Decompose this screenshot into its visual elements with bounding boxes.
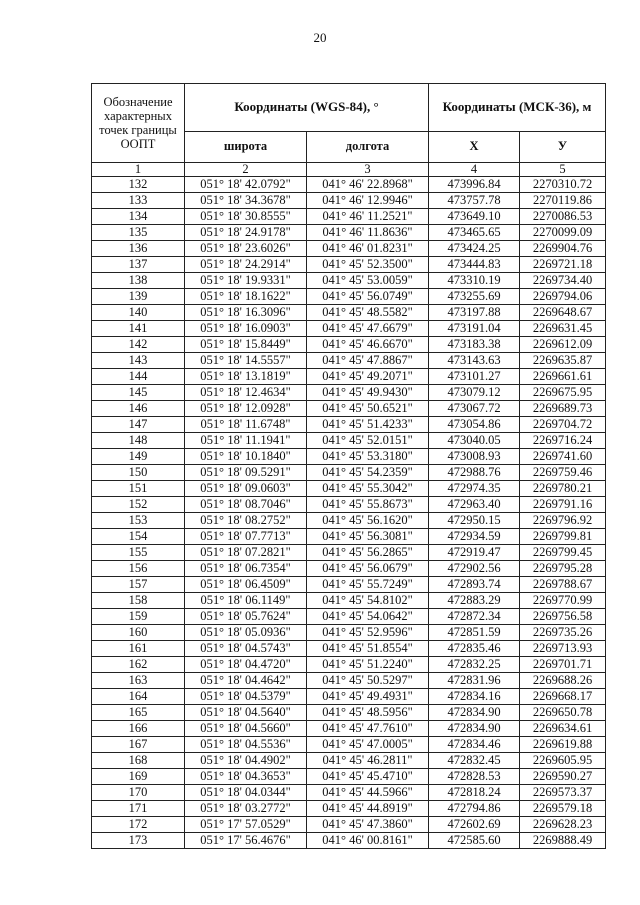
table-row [92,689,606,705]
y-coordinate-cell: 2269573.37 [520,785,606,801]
y-coordinate-cell: 2269716.24 [520,433,606,449]
x-coordinate-cell: 472934.59 [429,529,520,545]
table-row [92,609,606,625]
x-coordinate-cell: 472834.46 [429,737,520,753]
latitude-cell: 051° 18' 23.6026" [185,241,307,257]
column-number: 3 [307,163,429,177]
point-id-cell: 171 [92,801,185,817]
x-coordinate-cell: 472602.69 [429,817,520,833]
header-longitude: долгота [307,131,429,162]
table-row [92,785,606,801]
y-coordinate-cell: 2269713.93 [520,641,606,657]
longitude-cell: 041° 46' 22.8968" [307,177,429,193]
y-coordinate-cell: 2269756.58 [520,609,606,625]
point-id-cell: 162 [92,657,185,673]
y-coordinate-cell: 2269605.95 [520,753,606,769]
point-id-cell: 142 [92,337,185,353]
longitude-cell: 041° 45' 53.0059" [307,273,429,289]
latitude-cell: 051° 18' 04.4642" [185,673,307,689]
point-id-cell: 166 [92,721,185,737]
point-id-cell: 146 [92,401,185,417]
x-coordinate-cell: 472818.24 [429,785,520,801]
point-id-cell: 170 [92,785,185,801]
latitude-cell: 051° 18' 04.0344" [185,785,307,801]
point-id-cell: 161 [92,641,185,657]
latitude-cell: 051° 18' 05.0936" [185,625,307,641]
x-coordinate-cell: 473465.65 [429,225,520,241]
longitude-cell: 041° 46' 11.2521" [307,209,429,225]
x-coordinate-cell: 472963.40 [429,497,520,513]
header-y: У [520,131,606,162]
table-row [92,225,606,241]
latitude-cell: 051° 18' 30.8555" [185,209,307,225]
y-coordinate-cell: 2269612.09 [520,337,606,353]
x-coordinate-cell: 472794.86 [429,801,520,817]
longitude-cell: 041° 45' 53.3180" [307,449,429,465]
y-coordinate-cell: 2269635.87 [520,353,606,369]
latitude-cell: 051° 18' 06.1149" [185,593,307,609]
y-coordinate-cell: 2269704.72 [520,417,606,433]
x-coordinate-cell: 472834.16 [429,689,520,705]
latitude-cell: 051° 18' 11.1941" [185,433,307,449]
latitude-cell: 051° 17' 57.0529" [185,817,307,833]
point-id-cell: 157 [92,577,185,593]
table-row [92,241,606,257]
table-row [92,513,606,529]
longitude-cell: 041° 45' 45.4710" [307,769,429,785]
y-coordinate-cell: 2269590.27 [520,769,606,785]
latitude-cell: 051° 18' 04.5660" [185,721,307,737]
x-coordinate-cell: 473757.78 [429,193,520,209]
table-row [92,481,606,497]
x-coordinate-cell: 472834.90 [429,721,520,737]
y-coordinate-cell: 2269701.71 [520,657,606,673]
header-wgs84-coordinates: Координаты (WGS-84), ° [185,84,429,132]
point-id-cell: 167 [92,737,185,753]
table-row [92,593,606,609]
longitude-cell: 041° 45' 44.5966" [307,785,429,801]
table-row [92,209,606,225]
y-coordinate-cell: 2270099.09 [520,225,606,241]
table-row [92,737,606,753]
latitude-cell: 051° 18' 04.5379" [185,689,307,705]
point-id-cell: 145 [92,385,185,401]
header-msk36-coordinates: Координаты (МСК-36), м [429,84,606,132]
y-coordinate-cell: 2269634.61 [520,721,606,737]
latitude-cell: 051° 18' 09.5291" [185,465,307,481]
y-coordinate-cell: 2269648.67 [520,305,606,321]
latitude-cell: 051° 18' 18.1622" [185,289,307,305]
column-number: 5 [520,163,606,177]
header-x: X [429,131,520,162]
longitude-cell: 041° 45' 56.2865" [307,545,429,561]
latitude-cell: 051° 18' 15.8449" [185,337,307,353]
table-row [92,385,606,401]
x-coordinate-cell: 472919.47 [429,545,520,561]
latitude-cell: 051° 18' 04.5536" [185,737,307,753]
point-id-cell: 151 [92,481,185,497]
longitude-cell: 041° 46' 00.8161" [307,833,429,849]
point-id-cell: 136 [92,241,185,257]
y-coordinate-cell: 2269770.99 [520,593,606,609]
longitude-cell: 041° 45' 46.2811" [307,753,429,769]
x-coordinate-cell: 473649.10 [429,209,520,225]
longitude-cell: 041° 45' 50.6521" [307,401,429,417]
latitude-cell: 051° 18' 11.6748" [185,417,307,433]
table-body [92,177,606,849]
y-coordinate-cell: 2269799.45 [520,545,606,561]
latitude-cell: 051° 18' 08.7046" [185,497,307,513]
x-coordinate-cell: 472902.56 [429,561,520,577]
table-row [92,257,606,273]
point-id-cell: 144 [92,369,185,385]
latitude-cell: 051° 18' 04.5743" [185,641,307,657]
latitude-cell: 051° 18' 04.4720" [185,657,307,673]
x-coordinate-cell: 472585.60 [429,833,520,849]
header-point-designation: Обозначение характерных точек границы ООПТ [92,84,185,163]
point-id-cell: 155 [92,545,185,561]
point-id-cell: 138 [92,273,185,289]
latitude-cell: 051° 18' 07.2821" [185,545,307,561]
y-coordinate-cell: 2270086.53 [520,209,606,225]
latitude-cell: 051° 18' 19.9331" [185,273,307,289]
latitude-cell: 051° 18' 16.3096" [185,305,307,321]
table-row [92,337,606,353]
point-id-cell: 152 [92,497,185,513]
longitude-cell: 041° 45' 47.7610" [307,721,429,737]
longitude-cell: 041° 45' 56.3081" [307,529,429,545]
table-row [92,417,606,433]
point-id-cell: 139 [92,289,185,305]
longitude-cell: 041° 45' 47.3860" [307,817,429,833]
point-id-cell: 165 [92,705,185,721]
x-coordinate-cell: 472988.76 [429,465,520,481]
table-row [92,369,606,385]
longitude-cell: 041° 45' 52.3500" [307,257,429,273]
latitude-cell: 051° 18' 10.1840" [185,449,307,465]
longitude-cell: 041° 45' 51.2240" [307,657,429,673]
longitude-cell: 041° 45' 55.3042" [307,481,429,497]
point-id-cell: 147 [92,417,185,433]
latitude-cell: 051° 18' 07.7713" [185,529,307,545]
coordinates-table [91,83,606,849]
point-id-cell: 168 [92,753,185,769]
y-coordinate-cell: 2269688.26 [520,673,606,689]
point-id-cell: 172 [92,817,185,833]
latitude-cell: 051° 18' 06.7354" [185,561,307,577]
table-row [92,657,606,673]
x-coordinate-cell: 473444.83 [429,257,520,273]
column-number: 1 [92,163,185,177]
y-coordinate-cell: 2269668.17 [520,689,606,705]
point-id-cell: 132 [92,177,185,193]
longitude-cell: 041° 45' 47.6679" [307,321,429,337]
latitude-cell: 051° 18' 13.1819" [185,369,307,385]
point-id-cell: 153 [92,513,185,529]
x-coordinate-cell: 473255.69 [429,289,520,305]
longitude-cell: 041° 46' 12.9946" [307,193,429,209]
longitude-cell: 041° 45' 56.0749" [307,289,429,305]
x-coordinate-cell: 472834.90 [429,705,520,721]
point-id-cell: 173 [92,833,185,849]
page-number: 20 [313,30,327,45]
x-coordinate-cell: 473191.04 [429,321,520,337]
longitude-cell: 041° 45' 51.8554" [307,641,429,657]
point-id-cell: 140 [92,305,185,321]
point-id-cell: 164 [92,689,185,705]
y-coordinate-cell: 2269721.18 [520,257,606,273]
longitude-cell: 041° 45' 56.0679" [307,561,429,577]
longitude-cell: 041° 45' 52.9596" [307,625,429,641]
y-coordinate-cell: 2269799.81 [520,529,606,545]
latitude-cell: 051° 18' 24.2914" [185,257,307,273]
y-coordinate-cell: 2269794.06 [520,289,606,305]
table-row [92,801,606,817]
x-coordinate-cell: 472832.25 [429,657,520,673]
x-coordinate-cell: 472832.45 [429,753,520,769]
y-coordinate-cell: 2269619.88 [520,737,606,753]
table-row [92,305,606,321]
point-id-cell: 163 [92,673,185,689]
point-id-cell: 148 [92,433,185,449]
table-row [92,625,606,641]
x-coordinate-cell: 473424.25 [429,241,520,257]
x-coordinate-cell: 472851.59 [429,625,520,641]
point-id-cell: 137 [92,257,185,273]
column-number: 2 [185,163,307,177]
x-coordinate-cell: 473101.27 [429,369,520,385]
table-row [92,721,606,737]
latitude-cell: 051° 18' 24.9178" [185,225,307,241]
x-coordinate-cell: 473183.38 [429,337,520,353]
point-id-cell: 141 [92,321,185,337]
table-row [92,705,606,721]
table-row [92,545,606,561]
y-coordinate-cell: 2269650.78 [520,705,606,721]
y-coordinate-cell: 2269791.16 [520,497,606,513]
x-coordinate-cell: 472883.29 [429,593,520,609]
latitude-cell: 051° 18' 09.0603" [185,481,307,497]
point-id-cell: 169 [92,769,185,785]
y-coordinate-cell: 2270310.72 [520,177,606,193]
table-row [92,433,606,449]
table-row [92,401,606,417]
table-row [92,769,606,785]
longitude-cell: 041° 45' 54.8102" [307,593,429,609]
table-row [92,641,606,657]
point-id-cell: 160 [92,625,185,641]
x-coordinate-cell: 472831.96 [429,673,520,689]
longitude-cell: 041° 45' 56.1620" [307,513,429,529]
x-coordinate-cell: 473040.05 [429,433,520,449]
table-row [92,753,606,769]
longitude-cell: 041° 45' 47.0005" [307,737,429,753]
longitude-cell: 041° 46' 01.8231" [307,241,429,257]
latitude-cell: 051° 18' 42.0792" [185,177,307,193]
header-latitude: широта [185,131,307,162]
x-coordinate-cell: 472893.74 [429,577,520,593]
y-coordinate-cell: 2269780.21 [520,481,606,497]
longitude-cell: 041° 45' 52.0151" [307,433,429,449]
column-number: 4 [429,163,520,177]
y-coordinate-cell: 2269796.92 [520,513,606,529]
x-coordinate-cell: 473197.88 [429,305,520,321]
longitude-cell: 041° 45' 48.5956" [307,705,429,721]
latitude-cell: 051° 18' 12.0928" [185,401,307,417]
point-id-cell: 158 [92,593,185,609]
latitude-cell: 051° 17' 56.4676" [185,833,307,849]
latitude-cell: 051° 18' 12.4634" [185,385,307,401]
y-coordinate-cell: 2269795.28 [520,561,606,577]
x-coordinate-cell: 472974.35 [429,481,520,497]
longitude-cell: 041° 45' 51.4233" [307,417,429,433]
longitude-cell: 041° 45' 50.5297" [307,673,429,689]
x-coordinate-cell: 473067.72 [429,401,520,417]
longitude-cell: 041° 45' 44.8919" [307,801,429,817]
x-coordinate-cell: 473054.86 [429,417,520,433]
y-coordinate-cell: 2269631.45 [520,321,606,337]
longitude-cell: 041° 45' 55.8673" [307,497,429,513]
x-coordinate-cell: 472950.15 [429,513,520,529]
x-coordinate-cell: 472835.46 [429,641,520,657]
table-row [92,465,606,481]
y-coordinate-cell: 2269661.61 [520,369,606,385]
latitude-cell: 051° 18' 04.5640" [185,705,307,721]
point-id-cell: 133 [92,193,185,209]
latitude-cell: 051° 18' 03.2772" [185,801,307,817]
longitude-cell: 041° 45' 54.0642" [307,609,429,625]
point-id-cell: 149 [92,449,185,465]
longitude-cell: 041° 45' 49.2071" [307,369,429,385]
table-row [92,817,606,833]
x-coordinate-cell: 473143.63 [429,353,520,369]
y-coordinate-cell: 2270119.86 [520,193,606,209]
longitude-cell: 041° 46' 11.8636" [307,225,429,241]
point-id-cell: 156 [92,561,185,577]
longitude-cell: 041° 45' 49.9430" [307,385,429,401]
table-row [92,673,606,689]
longitude-cell: 041° 45' 47.8867" [307,353,429,369]
latitude-cell: 051° 18' 04.3653" [185,769,307,785]
x-coordinate-cell: 473310.19 [429,273,520,289]
latitude-cell: 051° 18' 16.0903" [185,321,307,337]
latitude-cell: 051° 18' 05.7624" [185,609,307,625]
x-coordinate-cell: 472828.53 [429,769,520,785]
latitude-cell: 051° 18' 08.2752" [185,513,307,529]
y-coordinate-cell: 2269788.67 [520,577,606,593]
table-row [92,177,606,193]
y-coordinate-cell: 2269689.73 [520,401,606,417]
y-coordinate-cell: 2269735.26 [520,625,606,641]
point-id-cell: 134 [92,209,185,225]
table-row [92,497,606,513]
longitude-cell: 041° 45' 46.6670" [307,337,429,353]
y-coordinate-cell: 2269675.95 [520,385,606,401]
table-row [92,577,606,593]
table-row [92,561,606,577]
y-coordinate-cell: 2269734.40 [520,273,606,289]
table-row [92,273,606,289]
point-id-cell: 143 [92,353,185,369]
point-id-cell: 154 [92,529,185,545]
table-row [92,833,606,849]
table-row [92,529,606,545]
latitude-cell: 051° 18' 34.3678" [185,193,307,209]
column-number-row [92,163,606,177]
table-row [92,289,606,305]
point-id-cell: 159 [92,609,185,625]
x-coordinate-cell: 473079.12 [429,385,520,401]
y-coordinate-cell: 2269628.23 [520,817,606,833]
x-coordinate-cell: 472872.34 [429,609,520,625]
table-row [92,449,606,465]
x-coordinate-cell: 473996.84 [429,177,520,193]
table-row [92,353,606,369]
y-coordinate-cell: 2269888.49 [520,833,606,849]
latitude-cell: 051° 18' 04.4902" [185,753,307,769]
table-row [92,193,606,209]
latitude-cell: 051° 18' 14.5557" [185,353,307,369]
y-coordinate-cell: 2269759.46 [520,465,606,481]
point-id-cell: 135 [92,225,185,241]
longitude-cell: 041° 45' 54.2359" [307,465,429,481]
longitude-cell: 041° 45' 48.5582" [307,305,429,321]
table-row [92,321,606,337]
longitude-cell: 041° 45' 49.4931" [307,689,429,705]
latitude-cell: 051° 18' 06.4509" [185,577,307,593]
y-coordinate-cell: 2269579.18 [520,801,606,817]
x-coordinate-cell: 473008.93 [429,449,520,465]
point-id-cell: 150 [92,465,185,481]
longitude-cell: 041° 45' 55.7249" [307,577,429,593]
y-coordinate-cell: 2269904.76 [520,241,606,257]
y-coordinate-cell: 2269741.60 [520,449,606,465]
